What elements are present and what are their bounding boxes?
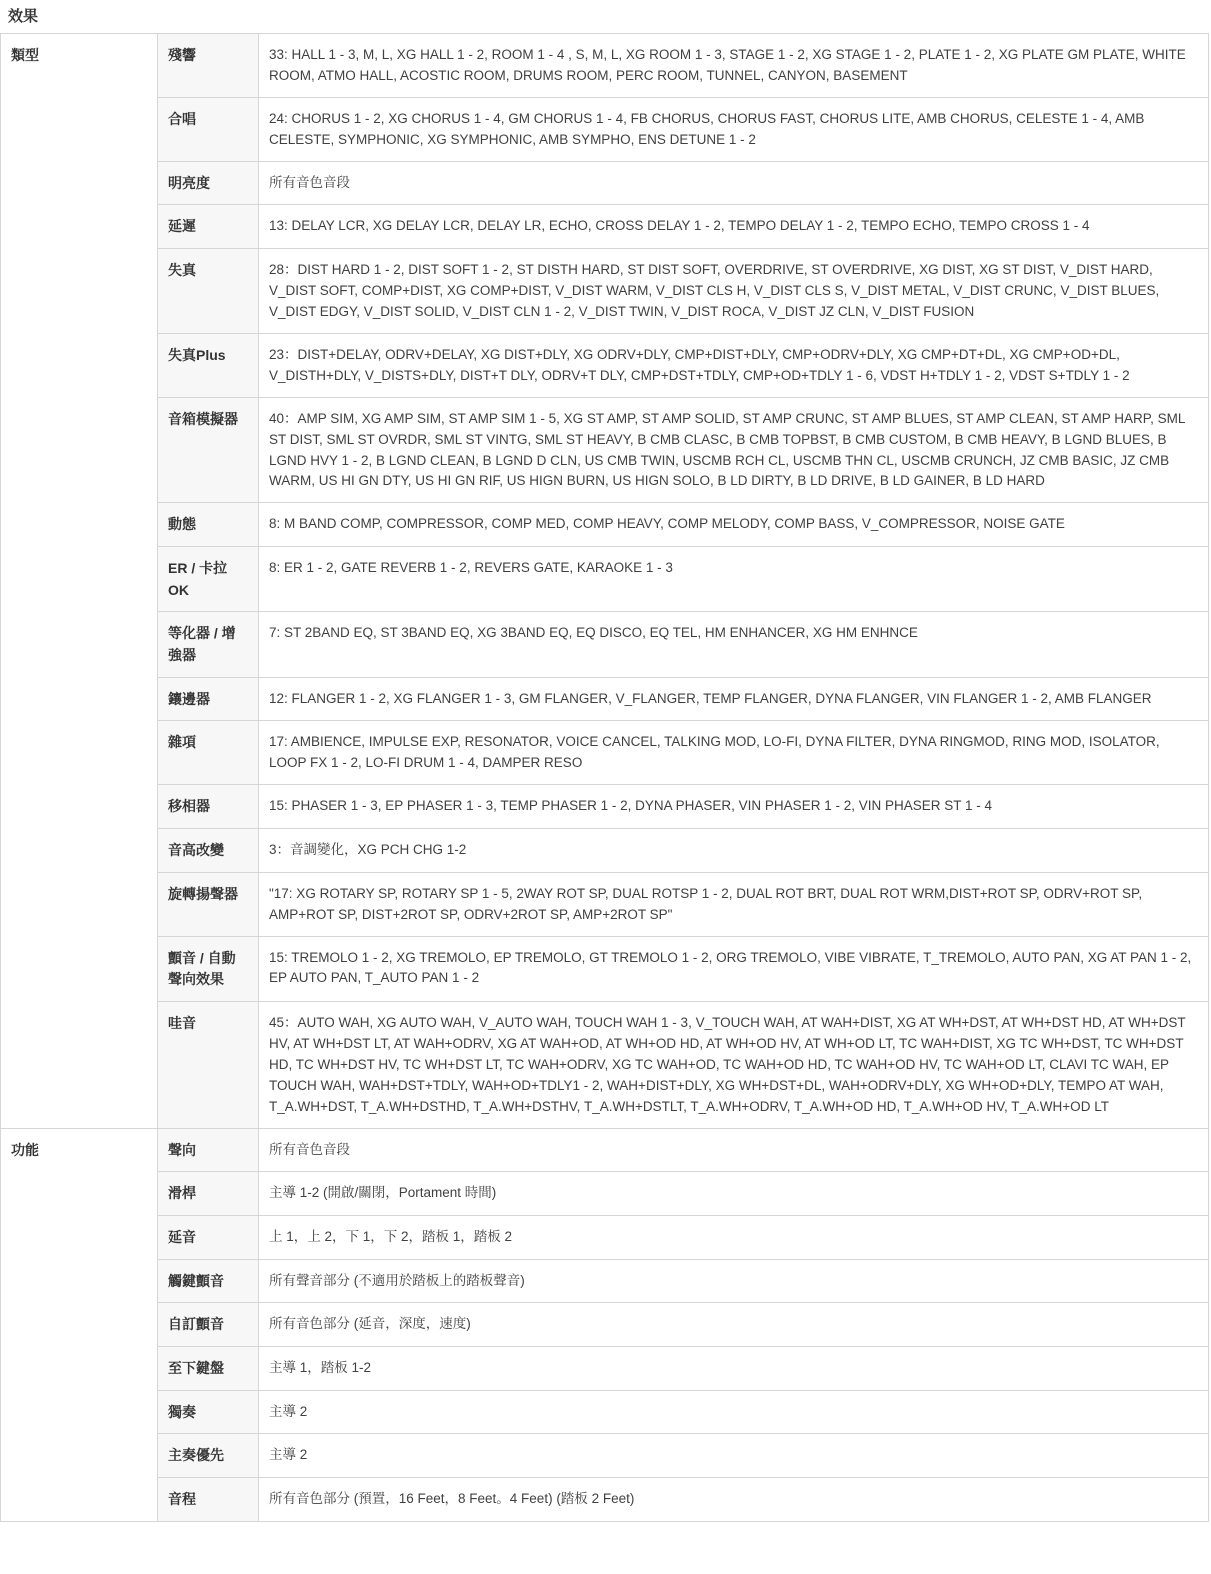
row-value-cell: 33: HALL 1 - 3, M, L, XG HALL 1 - 2, ROOM 1 - 4 , S, M, L, XG ROOM 1 - 3, STAGE 1 - 2, XG STAGE 1 - 2, PLATE 1 - 2, XG PLATE GM PLATE, WHITE ROOM, ATMO HALL, ACOSTIC ROOM, DRUMS ROOM, PERC ROOM, TUNNEL, CANYON, BASEMENT xyxy=(259,34,1209,98)
table-row xyxy=(1,872,1209,936)
row-value-cell: 主導 2 xyxy=(259,1434,1209,1478)
table-row xyxy=(1,1128,1209,1172)
row-label-cell: 失真 xyxy=(158,249,259,334)
row-value-cell: 12: FLANGER 1 - 2, XG FLANGER 1 - 3, GM FLANGER, V_FLANGER, TEMP FLANGER, DYNA FLANGER, VIN FLANGER 1 - 2, AMB FLANGER xyxy=(259,677,1209,721)
row-group-cell: 類型 xyxy=(1,34,158,1129)
row-label-cell: 雜項 xyxy=(158,721,259,785)
row-value-cell: 8: M BAND COMP, COMPRESSOR, COMP MED, COMP HEAVY, COMP MELODY, COMP BASS, V_COMPRESSOR, NOISE GATE xyxy=(259,503,1209,547)
table-row xyxy=(1,205,1209,249)
table-row xyxy=(1,612,1209,677)
table-row xyxy=(1,1215,1209,1259)
table-row xyxy=(1,677,1209,721)
row-value-cell: 13: DELAY LCR, XG DELAY LCR, DELAY LR, ECHO, CROSS DELAY 1 - 2, TEMPO DELAY 1 - 2, TEMPO ECHO, TEMPO CROSS 1 - 4 xyxy=(259,205,1209,249)
row-value-cell: 主導 1-2 (開啟/關閉，Portament 時間) xyxy=(259,1172,1209,1216)
row-label-cell: 殘響 xyxy=(158,34,259,98)
spec-table xyxy=(0,33,1209,1522)
table-row xyxy=(1,1346,1209,1390)
row-label-cell: 明亮度 xyxy=(158,161,259,205)
table-row xyxy=(1,1478,1209,1522)
table-row xyxy=(1,249,1209,334)
table-row xyxy=(1,34,1209,98)
table-row xyxy=(1,503,1209,547)
row-label-cell: 音高改變 xyxy=(158,829,259,873)
row-value-cell: 上 1，上 2，下 1，下 2，踏板 1，踏板 2 xyxy=(259,1215,1209,1259)
row-value-cell: 所有聲音部分 (不適用於踏板上的踏板聲音) xyxy=(259,1259,1209,1303)
table-row xyxy=(1,1303,1209,1347)
row-label-cell: 音程 xyxy=(158,1478,259,1522)
row-value-cell: "17: XG ROTARY SP, ROTARY SP 1 - 5, 2WAY ROT SP, DUAL ROTSP 1 - 2, DUAL ROT BRT, DUAL ROT WRM,DIST+ROT SP, ODRV+ROT SP, AMP+ROT SP, DIST+2ROT SP, ODRV+2ROT SP, AMP+2ROT SP" xyxy=(259,872,1209,936)
row-value-cell: 所有音色音段 xyxy=(259,1128,1209,1172)
row-value-cell: 主導 2 xyxy=(259,1390,1209,1434)
row-label-cell: 聲向 xyxy=(158,1128,259,1172)
table-row xyxy=(1,1390,1209,1434)
table-row xyxy=(1,1259,1209,1303)
row-value-cell: 15: TREMOLO 1 - 2, XG TREMOLO, EP TREMOLO, GT TREMOLO 1 - 2, ORG TREMOLO, VIBE VIBRATE, T_TREMOLO, AUTO PAN, XG AT PAN 1 - 2, EP AUTO PAN, T_AUTO PAN 1 - 2 xyxy=(259,936,1209,1001)
row-value-cell: 24: CHORUS 1 - 2, XG CHORUS 1 - 4, GM CHORUS 1 - 4, FB CHORUS, CHORUS FAST, CHORUS LITE, AMB CHORUS, CELESTE 1 - 4, AMB CELESTE, SYMPHONIC, XG SYMPHONIC, AMB SYMPHO, ENS DETUNE 1 - 2 xyxy=(259,97,1209,161)
row-value-cell: 15: PHASER 1 - 3, EP PHASER 1 - 3, TEMP PHASER 1 - 2, DYNA PHASER, VIN PHASER 1 - 2, VIN PHASER ST 1 - 4 xyxy=(259,785,1209,829)
row-label-cell: 鑲邊器 xyxy=(158,677,259,721)
table-row xyxy=(1,936,1209,1001)
row-value-cell: 45：AUTO WAH, XG AUTO WAH, V_AUTO WAH, TOUCH WAH 1 - 3, V_TOUCH WAH, AT WAH+DIST, XG AT WH+DST, AT WH+DST HD, AT WH+DST HV, AT WH+DST LT, AT WAH+ODRV, XG AT WAH+OD, AT WH+OD HD, AT WH+OD HV, AT WH+OD LT, TC WAH+DIST, XG TC WH+DST, TC WH+DST HD, TC WH+DST HV, TC WH+DST LT, TC WAH+ODRV, XG TC WAH+OD, TC WAH+OD HD, TC WAH+OD HV, TC WAH+OD LT, CLAVI TC WAH, EP TOUCH WAH, WAH+DST+TDLY, WAH+OD+TDLY1 - 2, WAH+DIST+DLY, XG WH+DST+DL, WAH+ODRV+DLY, XG WH+OD+DLY, TEMPO AT WAH, T_A.WH+DST, T_A.WH+DSTHD, T_A.WH+DSTHV, T_A.WH+DSTLT, T_A.WH+ODRV, T_A.WH+OD HD, T_A.WH+OD HV, T_A.WH+OD LT xyxy=(259,1001,1209,1128)
row-label-cell: 自訂顫音 xyxy=(158,1303,259,1347)
table-row xyxy=(1,785,1209,829)
row-value-cell: 所有音色音段 xyxy=(259,161,1209,205)
row-value-cell: 28：DIST HARD 1 - 2, DIST SOFT 1 - 2, ST DISTH HARD, ST DIST SOFT, OVERDRIVE, ST OVERDRIVE, XG DIST, XG ST DIST, V_DIST HARD, V_DIST SOFT, COMP+DIST, XG COMP+DIST, V_DIST WARM, V_DIST CLS H, V_DIST CLS S, V_DIST METAL, V_DIST CRUNC, V_DIST BLUES, V_DIST EDGY, V_DIST SOLID, V_DIST CLN 1 - 2, V_DIST TWIN, V_DIST ROCA, V_DIST JZ CLN, V_DIST FUSION xyxy=(259,249,1209,334)
row-label-cell: 延音 xyxy=(158,1215,259,1259)
table-row xyxy=(1,333,1209,397)
row-label-cell: 哇音 xyxy=(158,1001,259,1128)
row-label-cell: 延遲 xyxy=(158,205,259,249)
table-row xyxy=(1,721,1209,785)
table-row xyxy=(1,547,1209,612)
row-label-cell: 觸鍵顫音 xyxy=(158,1259,259,1303)
spec-table-body xyxy=(1,34,1209,1522)
row-label-cell: 等化器 / 增強器 xyxy=(158,612,259,677)
row-value-cell: 17: AMBIENCE, IMPULSE EXP, RESONATOR, VOICE CANCEL, TALKING MOD, LO-FI, DYNA FILTER, DYNA RINGMOD, RING MOD, ISOLATOR, LOOP FX 1 - 2, LO-FI DRUM 1 - 4, DAMPER RESO xyxy=(259,721,1209,785)
table-row xyxy=(1,1434,1209,1478)
row-label-cell: 至下鍵盤 xyxy=(158,1346,259,1390)
row-label-cell: 主奏優先 xyxy=(158,1434,259,1478)
table-row xyxy=(1,1001,1209,1128)
row-value-cell: 所有音色部分 (預置，16 Feet，8 Feet。4 Feet) (踏板 2 Feet) xyxy=(259,1478,1209,1522)
row-value-cell: 8: ER 1 - 2, GATE REVERB 1 - 2, REVERS GATE, KARAOKE 1 - 3 xyxy=(259,547,1209,612)
row-label-cell: 滑桿 xyxy=(158,1172,259,1216)
row-value-cell: 40：AMP SIM, XG AMP SIM, ST AMP SIM 1 - 5, XG ST AMP, ST AMP SOLID, ST AMP CRUNC, ST AMP BLUES, ST AMP CLEAN, ST AMP HARP, SML ST DIST, SML ST OVRDR, SML ST VINTG, SML ST HEAVY, B CMB CLASC, B CMB TOPBST, B CMB CUSTOM, B CMB HEAVY, B LGND BLUES, B LGND HVY 1 - 2, B LGND CLEAN, B LGND D CLN, US CMB TWIN, USCMB RCH CL, USCMB THN CL, USCMB CRUNCH, JZ CMB BASIC, JZ CMB WARM, US HI GN DTY, US HI GN RIF, US HIGN BURN, US HIGN SOLO, B LD DIRTY, B LD DRIVE, B LD GAINER, B LD HARD xyxy=(259,397,1209,503)
row-label-cell: 移相器 xyxy=(158,785,259,829)
row-value-cell: 23：DIST+DELAY, ODRV+DELAY, XG DIST+DLY, XG ODRV+DLY, CMP+DIST+DLY, CMP+ODRV+DLY, XG CMP+DT+DL, XG CMP+OD+DL, V_DISTH+DLY, V_DISTS+DLY, DIST+T DLY, ODRV+T DLY, CMP+DST+TDLY, CMP+OD+TDLY 1 - 6, VDST H+TDLY 1 - 2, VDST S+TDLY 1 - 2 xyxy=(259,333,1209,397)
row-label-cell: 顫音 / 自動聲向效果 xyxy=(158,936,259,1001)
row-value-cell: 主導 1，踏板 1-2 xyxy=(259,1346,1209,1390)
row-group-cell: 功能 xyxy=(1,1128,158,1521)
table-row xyxy=(1,1172,1209,1216)
row-label-cell: 合唱 xyxy=(158,97,259,161)
table-row xyxy=(1,397,1209,503)
row-value-cell: 所有音色部分 (延音，深度，速度) xyxy=(259,1303,1209,1347)
row-label-cell: 動態 xyxy=(158,503,259,547)
row-label-cell: 旋轉揚聲器 xyxy=(158,872,259,936)
row-label-cell: 音箱模擬器 xyxy=(158,397,259,503)
row-label-cell: ER / 卡拉OK xyxy=(158,547,259,612)
table-row xyxy=(1,161,1209,205)
table-row xyxy=(1,97,1209,161)
section-title: 效果 xyxy=(8,8,39,25)
row-value-cell: 7: ST 2BAND EQ, ST 3BAND EQ, XG 3BAND EQ, EQ DISCO, EQ TEL, HM ENHANCER, XG HM ENHNCE xyxy=(259,612,1209,677)
table-row xyxy=(1,829,1209,873)
row-label-cell: 失真Plus xyxy=(158,333,259,397)
row-value-cell: 3：音調變化，XG PCH CHG 1-2 xyxy=(259,829,1209,873)
row-label-cell: 獨奏 xyxy=(158,1390,259,1434)
